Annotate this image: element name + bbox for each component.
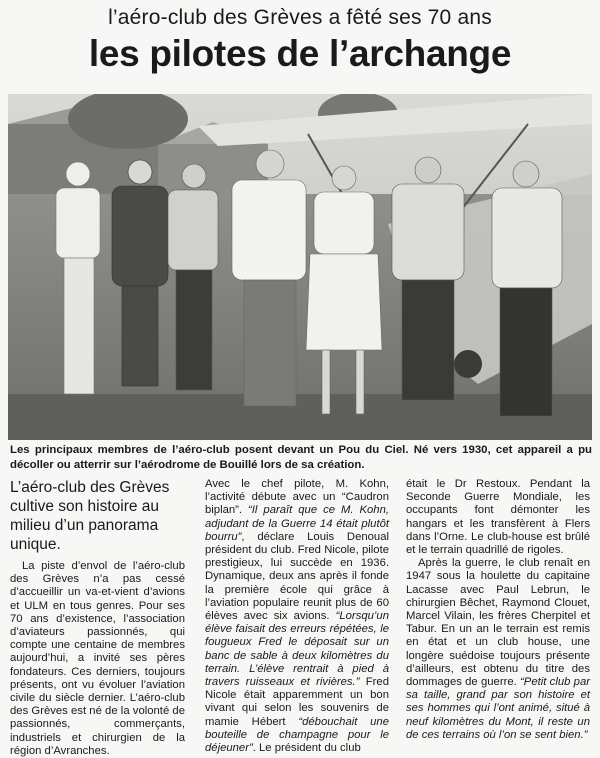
article-photo	[8, 94, 592, 440]
quote-kohn: “Il paraît que ce M. Kohn, adjudant de la Guerre 14 était plutôt bourru”	[205, 504, 390, 543]
article-headline: les pilotes de l’archange	[88, 33, 512, 74]
quote-fred: “Lorsqu’un élève faisait des erreurs répétées, le fougueux Fred le déposait sur un banc de sable à deux kilomètres du terrain. L’élève rentrait à pied à travers ruisseaux et rivières.”	[205, 610, 389, 689]
article-lead: L’aéro-club des Grèves cultive son histoire au milieu d’un panorama unique.	[10, 479, 170, 553]
column-3-part-a: était le Dr Restoux. Pendant la Seconde Guerre Mondiale, les occupants font démonter les hangars et les transfèrent à Flers dans l’Orne. Le club-house est brûlé et le terrain quadrillé de rigoles.	[406, 478, 590, 557]
quote-closing: “Petit club par sa taille, grand par son histoire et ses hommes qui l’ont animé, situé à neuf kilomètres du Mont, il reste un de ces terrains où l’on se sent bien.”	[406, 676, 590, 741]
column-3-part-b: Après la guerre, le club renaît en 1947 sous la houlette du capitaine Lacasse avec Paul Lebrun, le chirurgien Bêchet, Raymond Clouet, Marcel Vilain, les frères Cherpitel et Tabur. En un an le terrain est remis en état et un club house, une longère suédoise toujours présente d’ailleurs, est obtenu du titre des dommages de guerre.	[406, 557, 590, 689]
column-1-text: La piste d’envol de l’aéro-club des Grèves n’a pas cessé d’accueillir un va-et-vient d’avions et ULM en tous genres. Pour ses 70 ans d’existence, l’association d’aviateurs passionnés, qui compte une centaine de membres aujourd’hui, a invité ses pères fondateurs. Ces derniers, toujours présents, ont vu évoluer l’aviation civile du siècle dernier. L’aéro-club des Grèves est né de la volonté de passionnés, commerçants, industriels et chirurgien de la région d’Avranches.	[10, 560, 185, 757]
column-2-part-c: Fred Nicole était apparemment un bon vivant qui selon les souvenirs de mamie Hébert	[205, 676, 389, 728]
column-3-text	[406, 557, 590, 742]
photo-caption: Les principaux membres de l’aéro-club posent devant un Pou du Ciel. Né vers 1930, cet appareil a pu décoller ou atterrir sur l’aérodrome de Bouillé lors de sa création.	[10, 444, 592, 471]
column-2-text	[205, 478, 389, 755]
article-kicker: l’aéro-club des Grèves a fêté ses 70 ans	[108, 6, 492, 29]
article-column-2	[205, 478, 389, 755]
column-2-part-b: , déclare Louis Denoual président du club. Fred Nicole, pilote prestigieux, lui succède en 1936. Dynamique, deux ans après il fonde la première école qui grâce à l’aviation populaire reunit plus de 60 élèves avec six avions.	[205, 530, 389, 623]
article-column-3	[406, 478, 590, 742]
column-2-part-d: . Le président du club	[252, 742, 361, 755]
column-2-part-a: Avec le chef pilote, M. Kohn, l’activité débute avec un “Caudron biplan”.	[205, 478, 389, 517]
quote-hebert: “débouchait une bouteille de champagne pour le déjeuner”	[205, 715, 389, 755]
article-column-1	[10, 560, 185, 758]
